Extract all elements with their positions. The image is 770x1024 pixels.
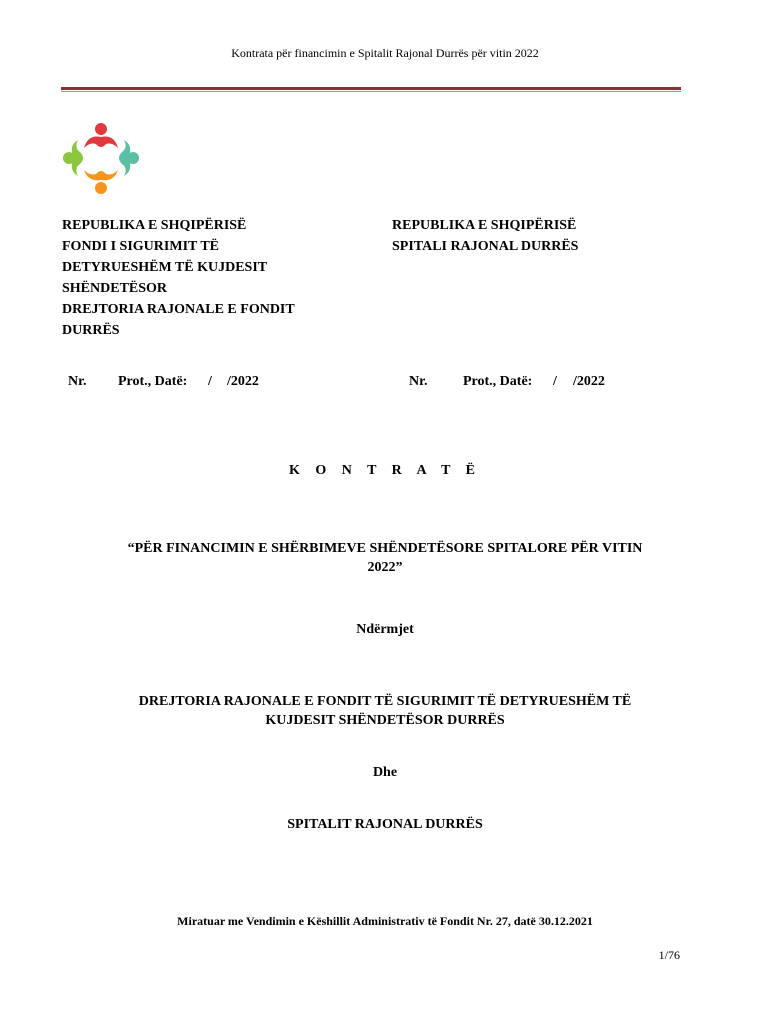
second-party: SPITALIT RAJONAL DURRËS — [287, 817, 483, 832]
left-party-heading — [62, 215, 332, 341]
left-line: DETYRUESHËM TË KUJDESIT — [62, 260, 268, 275]
right-line: REPUBLIKA E SHQIPËRISË — [392, 218, 577, 233]
right-ref-year: /2022 — [573, 374, 605, 389]
left-line: DURRËS — [62, 323, 120, 338]
header-rule — [61, 87, 681, 90]
right-line: SPITALI RAJONAL DURRËS — [392, 239, 579, 254]
left-line: FONDI I SIGURIMIT TË — [62, 239, 220, 254]
page-number: 1/76 — [658, 948, 680, 962]
first-party-line: DREJTORIA RAJONALE E FONDIT TË SIGURIMIT TË DETYRUESHËM TË — [138, 694, 632, 709]
left-line: SHËNDETËSOR — [62, 281, 168, 296]
left-ref-nr: Nr. — [68, 374, 87, 389]
left-ref-slash: / — [208, 374, 212, 389]
document-subtitle — [0, 539, 770, 577]
left-ref-prot: Prot., Datë: — [118, 374, 188, 389]
hearts-logo-icon — [60, 120, 142, 198]
left-line: DREJTORIA RAJONALE E FONDIT — [62, 302, 295, 317]
and-label: Dhe — [372, 765, 398, 780]
first-party — [0, 692, 770, 730]
running-header: Kontrata për financimin e Spitalit Rajonal Durrës për vitin 2022 — [231, 46, 539, 60]
right-ref-prot: Prot., Datë: — [463, 374, 533, 389]
between-label: Ndërmjet — [356, 622, 414, 637]
first-party-line: KUJDESIT SHËNDETËSOR DURRËS — [265, 713, 505, 728]
right-ref-nr: Nr. — [409, 374, 428, 389]
left-ref-year: /2022 — [227, 374, 259, 389]
subtitle-line: “PËR FINANCIMIN E SHËRBIMEVE SHËNDETËSORE SPITALORE PËR VITIN — [127, 541, 643, 556]
left-line: REPUBLIKA E SHQIPËRISË — [62, 218, 247, 233]
approval-note: Miratuar me Vendimin e Këshillit Administrativ të Fondit Nr. 27, datë 30.12.2021 — [177, 914, 593, 928]
document-title: K O N T R A T Ë — [288, 463, 482, 478]
header-rule-thin — [61, 91, 681, 92]
right-ref-slash: / — [553, 374, 557, 389]
subtitle-line: 2022” — [367, 560, 403, 575]
right-party-heading — [392, 215, 692, 257]
